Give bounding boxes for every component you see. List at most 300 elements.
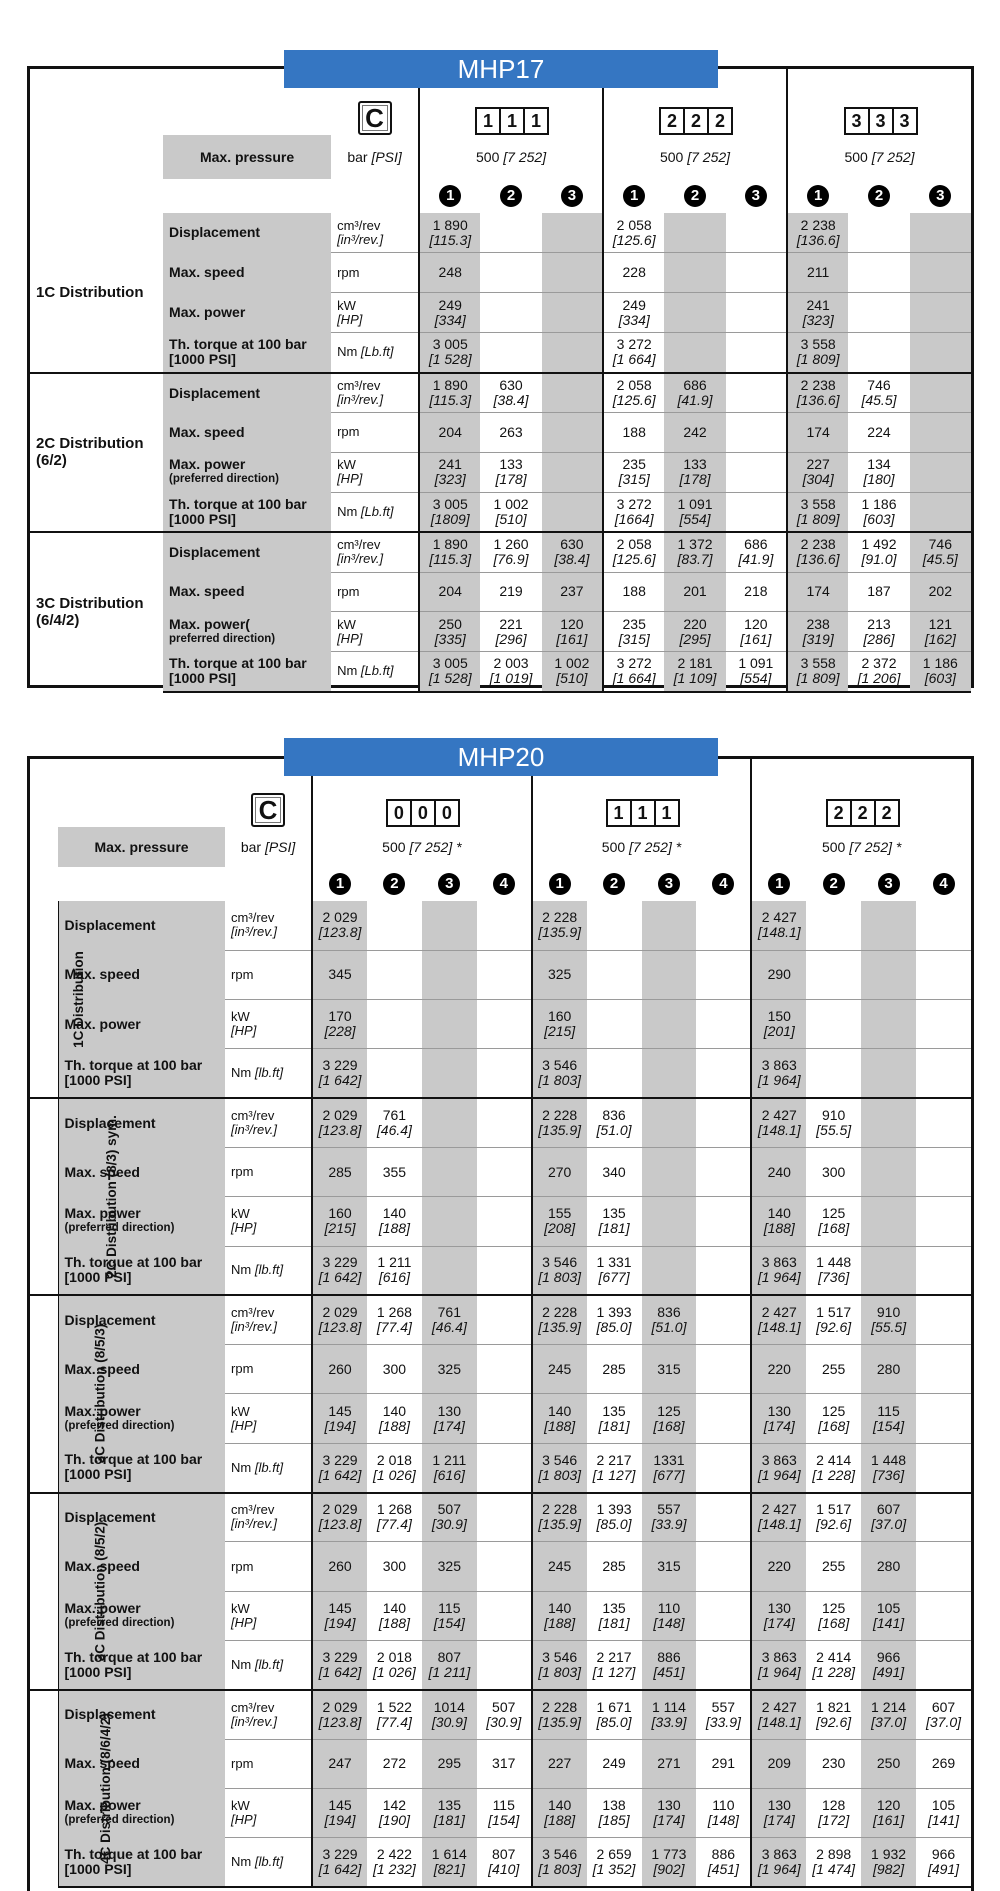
spec-value-cell bbox=[916, 1000, 971, 1049]
spec-value: 247 bbox=[328, 1755, 352, 1772]
spec-value: 230 bbox=[821, 1755, 846, 1772]
spec-label bbox=[58, 901, 225, 950]
spec-value-cell bbox=[422, 1591, 477, 1640]
model-code-digit: 2 bbox=[850, 799, 876, 827]
spec-value-cell bbox=[642, 1345, 697, 1394]
spec-value-cell bbox=[367, 1147, 422, 1196]
spec-row bbox=[30, 1295, 971, 1344]
spec-label-line2: (preferred direction) bbox=[169, 473, 279, 486]
spec-label bbox=[58, 1640, 225, 1689]
spec-value-cell bbox=[806, 1345, 861, 1394]
spec-value-imperial: [33.9] bbox=[651, 1713, 687, 1730]
spec-value-cell bbox=[806, 1493, 861, 1542]
spec-value: 1014 bbox=[433, 1698, 465, 1715]
spec-value-imperial: [148.1] bbox=[757, 1122, 801, 1139]
spec-value: 557 bbox=[657, 1501, 681, 1518]
spec-value-cell bbox=[542, 333, 603, 373]
spec-value-cell bbox=[910, 333, 971, 373]
spec-value-cell bbox=[751, 1788, 806, 1837]
spec-value-cell bbox=[806, 1542, 861, 1591]
spec-value-cell bbox=[532, 950, 587, 999]
unit-imperial: [Lb.ft] bbox=[360, 663, 394, 679]
spec-value-imperial: [161] bbox=[556, 630, 588, 647]
spec-value-cell bbox=[861, 1493, 916, 1542]
spec-unit bbox=[225, 1147, 312, 1196]
spec-value: 2 228 bbox=[542, 1698, 578, 1715]
spec-value: 300 bbox=[382, 1558, 407, 1574]
column-number-icon: 3 bbox=[929, 185, 951, 207]
spec-value-cell bbox=[480, 253, 541, 293]
spec-value-cell bbox=[787, 492, 848, 532]
unit-metric: Nm bbox=[231, 1656, 252, 1672]
spec-value: 886 bbox=[657, 1648, 681, 1665]
spec-value-imperial: [161] bbox=[740, 630, 772, 647]
spec-value-cell bbox=[642, 950, 697, 999]
spec-value-imperial: [123.8] bbox=[318, 1122, 362, 1139]
distribution-label-text bbox=[98, 1713, 113, 1864]
spec-label-line: Max. power bbox=[64, 1599, 141, 1616]
spec-value: 110 bbox=[657, 1599, 681, 1616]
model-code-digit: 1 bbox=[523, 107, 549, 135]
spec-value: 3 229 bbox=[322, 1451, 358, 1468]
spec-value-imperial: [168] bbox=[818, 1417, 850, 1434]
spec-value-cell bbox=[787, 612, 848, 652]
unit-metric: rpm bbox=[337, 264, 360, 280]
spec-value-imperial: [451] bbox=[653, 1663, 685, 1680]
column-number-cell bbox=[916, 867, 971, 901]
unit-imperial: [lb.ft] bbox=[254, 1459, 284, 1475]
spec-value: 1 890 bbox=[432, 536, 468, 553]
spec-value: 3 546 bbox=[542, 1846, 578, 1863]
column-number-cell bbox=[367, 867, 422, 901]
spec-value-cell bbox=[480, 652, 541, 692]
model-code-digit: 1 bbox=[654, 799, 680, 827]
spec-value-cell bbox=[587, 1394, 642, 1443]
spec-row bbox=[30, 1690, 971, 1739]
spec-value-imperial: [178] bbox=[679, 471, 711, 488]
spec-value: 910 bbox=[821, 1107, 846, 1124]
spec-value: 1 331 bbox=[596, 1254, 632, 1271]
spec-value-cell bbox=[861, 1197, 916, 1246]
spec-value-imperial: [136.6] bbox=[796, 231, 840, 248]
spec-value-cell bbox=[542, 452, 603, 492]
spec-label-line: Max. speed bbox=[169, 423, 245, 440]
spec-value: 130 bbox=[767, 1599, 791, 1616]
column-number-cell bbox=[532, 867, 587, 901]
unit-metric: Nm bbox=[231, 1065, 252, 1081]
spec-value-cell bbox=[419, 652, 480, 692]
spec-value-cell bbox=[848, 333, 909, 373]
spec-unit bbox=[225, 1493, 312, 1542]
spec-value-cell bbox=[422, 1394, 477, 1443]
spec-value-cell bbox=[806, 1246, 861, 1295]
spec-label-line: Th. torque at 100 bar bbox=[64, 1057, 203, 1074]
distribution-label-text bbox=[92, 1324, 107, 1464]
spec-value-cell bbox=[787, 373, 848, 413]
spec-value-cell bbox=[787, 532, 848, 572]
spec-value-cell bbox=[532, 1394, 587, 1443]
spec-value-cell bbox=[532, 1788, 587, 1837]
spec-value-cell bbox=[696, 901, 751, 950]
spec-value-cell bbox=[587, 901, 642, 950]
spec-value: 746 bbox=[867, 376, 891, 393]
spec-value-cell bbox=[542, 492, 603, 532]
spec-unit bbox=[225, 950, 312, 999]
max-pressure-value bbox=[419, 135, 603, 179]
spec-label bbox=[163, 213, 331, 253]
spec-value: 248 bbox=[438, 264, 462, 281]
spec-value-cell bbox=[422, 1295, 477, 1344]
spec-label-line: Max. power bbox=[169, 456, 246, 473]
spec-value-cell bbox=[532, 901, 587, 950]
spec-value-cell bbox=[312, 1739, 367, 1788]
max-pressure-value bbox=[751, 827, 971, 867]
spec-value: 2 029 bbox=[322, 909, 358, 926]
unit-metric: cm³/rev bbox=[337, 377, 381, 393]
spec-value-cell bbox=[664, 652, 725, 692]
column-number-icon: 3 bbox=[745, 185, 767, 207]
spec-value-cell bbox=[603, 452, 664, 492]
header-blank bbox=[30, 867, 312, 901]
spec-value: 630 bbox=[560, 536, 584, 553]
spec-label-line2: [1000 PSI] bbox=[169, 351, 236, 368]
distribution-label-text bbox=[104, 1115, 119, 1278]
spec-value: 134 bbox=[867, 456, 891, 473]
spec-value: 209 bbox=[767, 1755, 791, 1772]
spec-value: 3 546 bbox=[542, 1648, 578, 1665]
model-code-digit: 2 bbox=[707, 107, 733, 135]
unit-metric: cm³/rev bbox=[231, 1502, 275, 1518]
spec-value-cell bbox=[367, 901, 422, 950]
spec-value-imperial: [194] bbox=[324, 1417, 356, 1434]
spec-value-imperial: [1 642] bbox=[318, 1466, 362, 1483]
column-number-cell bbox=[642, 867, 697, 901]
spec-label-line: Max. speed bbox=[64, 966, 140, 983]
spec-value-cell bbox=[642, 1197, 697, 1246]
spec-value-cell bbox=[367, 1295, 422, 1344]
spec-value: 2 018 bbox=[376, 1451, 412, 1468]
spec-value-imperial: [194] bbox=[324, 1811, 356, 1828]
spec-row bbox=[30, 1394, 971, 1443]
spec-value: 686 bbox=[744, 536, 768, 553]
spec-value-imperial: [1 664] bbox=[612, 670, 656, 687]
spec-value: 1 186 bbox=[861, 495, 897, 512]
spec-value-cell bbox=[751, 1591, 806, 1640]
spec-value-cell bbox=[726, 293, 787, 333]
spec-value: 280 bbox=[876, 1360, 901, 1377]
spec-value-cell bbox=[910, 213, 971, 253]
column-number-cell bbox=[664, 179, 725, 213]
spec-row bbox=[30, 950, 971, 999]
spec-value: 224 bbox=[867, 423, 891, 440]
unit-imperial: [in³/rev.] bbox=[337, 551, 384, 567]
spec-value-imperial: [1 474] bbox=[812, 1861, 856, 1878]
column-number-icon: 4 bbox=[712, 873, 734, 895]
spec-value-cell bbox=[422, 1000, 477, 1049]
spec-value-imperial: [410] bbox=[488, 1861, 520, 1878]
spec-value: 255 bbox=[821, 1558, 846, 1574]
unit-imperial: [HP] bbox=[231, 1220, 257, 1236]
model-code-digit: 3 bbox=[844, 107, 870, 135]
spec-value-imperial: [491] bbox=[927, 1861, 960, 1878]
spec-value: 1 002 bbox=[493, 495, 529, 512]
spec-value-cell bbox=[367, 1000, 422, 1049]
spec-value: 2 659 bbox=[596, 1846, 632, 1863]
spec-value: 325 bbox=[547, 966, 572, 983]
spec-value-cell bbox=[532, 1838, 587, 1887]
spec-value-cell bbox=[848, 412, 909, 452]
spec-value-cell bbox=[312, 901, 367, 950]
spec-value-cell bbox=[542, 373, 603, 413]
spec-label bbox=[163, 572, 331, 612]
column-number-cell bbox=[477, 867, 532, 901]
column-number-icon: 3 bbox=[561, 185, 583, 207]
spec-value-cell bbox=[916, 1345, 971, 1394]
spec-value: 3 863 bbox=[761, 1648, 797, 1665]
spec-value-cell bbox=[532, 1246, 587, 1295]
spec-value-imperial: [45.5] bbox=[861, 391, 897, 408]
spec-value-cell bbox=[367, 1246, 422, 1295]
spec-value-cell bbox=[542, 612, 603, 652]
spec-value-imperial: [77.4] bbox=[376, 1713, 412, 1730]
spec-value: 188 bbox=[622, 583, 646, 600]
spec-value-cell bbox=[910, 412, 971, 452]
spec-value-cell bbox=[806, 1147, 861, 1196]
pressure-bar: 500 bbox=[659, 148, 684, 165]
spec-value-cell bbox=[542, 253, 603, 293]
spec-row bbox=[30, 1739, 971, 1788]
spec-value: 836 bbox=[602, 1107, 626, 1124]
spec-value-imperial: [188] bbox=[544, 1811, 576, 1828]
spec-value-cell bbox=[726, 452, 787, 492]
spec-row bbox=[30, 293, 971, 333]
spec-value-imperial: [37.0] bbox=[926, 1713, 962, 1730]
model-code-digit: 0 bbox=[386, 799, 412, 827]
spec-value-cell bbox=[642, 1493, 697, 1542]
spec-label-line2: (preferred direction) bbox=[64, 1616, 175, 1629]
spec-label bbox=[163, 253, 331, 293]
spec-value-imperial: [491] bbox=[873, 1663, 905, 1680]
unit-imperial: [in³/rev.] bbox=[231, 924, 278, 940]
spec-value: 285 bbox=[328, 1163, 352, 1180]
spec-value: 507 bbox=[437, 1501, 461, 1518]
spec-unit bbox=[331, 532, 419, 572]
spec-row bbox=[30, 1591, 971, 1640]
model-code-digit: 1 bbox=[475, 107, 501, 135]
mhp20-spec-table bbox=[27, 756, 974, 1891]
spec-value-cell bbox=[910, 492, 971, 532]
spec-value: 140 bbox=[382, 1205, 407, 1222]
spec-value-cell bbox=[477, 1000, 532, 1049]
spec-value: 142 bbox=[382, 1796, 407, 1813]
spec-value-imperial: [178] bbox=[495, 471, 527, 488]
spec-row bbox=[30, 373, 971, 413]
spec-value-cell bbox=[422, 1788, 477, 1837]
spec-value-cell bbox=[422, 1690, 477, 1739]
spec-label bbox=[163, 293, 331, 333]
spec-value: 315 bbox=[657, 1360, 681, 1377]
spec-value-cell bbox=[916, 1197, 971, 1246]
spec-value-imperial: [616] bbox=[378, 1269, 410, 1286]
spec-row bbox=[30, 532, 971, 572]
unit-metric: kW bbox=[231, 1009, 250, 1025]
spec-value-cell bbox=[806, 1690, 861, 1739]
spec-value: 325 bbox=[437, 1360, 461, 1377]
spec-value-cell bbox=[477, 950, 532, 999]
spec-unit bbox=[225, 1394, 312, 1443]
spec-value-cell bbox=[696, 1394, 751, 1443]
spec-value: 300 bbox=[382, 1360, 407, 1377]
pressure-psi: [7 252] bbox=[871, 148, 915, 165]
spec-value: 2 058 bbox=[616, 376, 652, 393]
pressure-unit bbox=[331, 135, 419, 179]
spec-value-cell bbox=[696, 1345, 751, 1394]
spec-value-imperial: [46.4] bbox=[376, 1122, 412, 1139]
spec-value-cell bbox=[422, 1345, 477, 1394]
spec-value: 1 932 bbox=[871, 1846, 907, 1863]
spec-value-imperial: [603] bbox=[863, 510, 895, 527]
spec-value-imperial: [135.9] bbox=[538, 924, 582, 941]
spec-value-cell bbox=[642, 1295, 697, 1344]
spec-value-imperial: [51.0] bbox=[596, 1122, 632, 1139]
spec-value-cell bbox=[542, 532, 603, 572]
spec-value-imperial: [161] bbox=[873, 1811, 905, 1828]
spec-value: 2 898 bbox=[816, 1846, 852, 1863]
spec-value: 120 bbox=[744, 615, 768, 632]
spec-value-cell bbox=[532, 1000, 587, 1049]
spec-value-imperial: [33.9] bbox=[651, 1516, 687, 1533]
spec-value-imperial: [188] bbox=[544, 1614, 576, 1631]
spec-value-cell bbox=[664, 452, 725, 492]
spec-value: 2 228 bbox=[542, 1107, 578, 1124]
spec-value: 966 bbox=[931, 1846, 956, 1863]
spec-value: 1 211 bbox=[377, 1254, 412, 1271]
spec-value-imperial: [172] bbox=[818, 1811, 850, 1828]
pressure-bar: 500 bbox=[601, 838, 626, 855]
unit-metric: Nm bbox=[337, 503, 358, 519]
unit-imperial: [HP] bbox=[231, 1417, 257, 1433]
spec-value-cell bbox=[367, 1049, 422, 1098]
spec-value: 2 228 bbox=[542, 1304, 578, 1321]
column-number-cell bbox=[603, 179, 664, 213]
spec-unit bbox=[225, 1739, 312, 1788]
model-code bbox=[659, 107, 731, 135]
spec-label bbox=[58, 1345, 225, 1394]
spec-value-imperial: [677] bbox=[653, 1466, 685, 1483]
spec-value-cell bbox=[861, 1295, 916, 1344]
spec-value-imperial: [174] bbox=[433, 1417, 465, 1434]
spec-value-cell bbox=[696, 1838, 751, 1887]
spec-value-cell bbox=[787, 452, 848, 492]
spec-value-cell bbox=[422, 1147, 477, 1196]
spec-value-imperial: [228] bbox=[324, 1023, 356, 1040]
spec-value-imperial: [77.4] bbox=[376, 1516, 412, 1533]
spec-value-cell bbox=[422, 1098, 477, 1147]
spec-value-cell bbox=[916, 1246, 971, 1295]
spec-value-cell bbox=[664, 293, 725, 333]
spec-value-imperial: [174] bbox=[763, 1417, 795, 1434]
spec-value-cell bbox=[419, 213, 480, 253]
spec-value-cell bbox=[603, 253, 664, 293]
spec-value-cell bbox=[916, 1147, 971, 1196]
model-code bbox=[844, 107, 916, 135]
spec-value: 3 558 bbox=[800, 495, 836, 512]
spec-value: 2 427 bbox=[761, 909, 797, 926]
spec-value-cell bbox=[587, 950, 642, 999]
spec-value-cell bbox=[916, 1394, 971, 1443]
spec-value-cell bbox=[367, 1098, 422, 1147]
spec-value-imperial: [1 809] bbox=[796, 510, 840, 527]
spec-value: 761 bbox=[382, 1107, 407, 1124]
spec-value-cell bbox=[910, 572, 971, 612]
spec-value: 1 671 bbox=[596, 1698, 632, 1715]
spec-value-imperial: [736] bbox=[873, 1466, 905, 1483]
spec-value-cell bbox=[367, 1542, 422, 1591]
spec-value-imperial: [1 964] bbox=[757, 1072, 801, 1089]
spec-value-imperial: [215] bbox=[324, 1220, 356, 1237]
spec-value-cell bbox=[696, 1690, 751, 1739]
spec-value: 238 bbox=[806, 615, 830, 632]
spec-value-cell bbox=[312, 1493, 367, 1542]
unit-metric: rpm bbox=[231, 1755, 254, 1771]
spec-value-cell bbox=[916, 1739, 971, 1788]
spec-value-cell bbox=[787, 293, 848, 333]
spec-value-cell bbox=[664, 373, 725, 413]
spec-value: 3 546 bbox=[542, 1254, 578, 1271]
max-pressure-label: Max. pressure bbox=[163, 135, 331, 179]
spec-value-cell bbox=[312, 1443, 367, 1492]
spec-value-imperial: [1 642] bbox=[318, 1663, 362, 1680]
spec-value: 3 005 bbox=[432, 336, 468, 353]
spec-value-imperial: [46.4] bbox=[431, 1319, 467, 1336]
spec-value-cell bbox=[532, 1640, 587, 1689]
unit-imperial: [lb.ft] bbox=[254, 1656, 284, 1672]
spec-value: 280 bbox=[876, 1558, 901, 1574]
pressure-bar: 500 bbox=[382, 838, 406, 855]
column-number-cell bbox=[751, 867, 806, 901]
spec-value-cell bbox=[751, 1147, 806, 1196]
spec-value-imperial: [1 803] bbox=[538, 1466, 582, 1483]
spec-value-cell bbox=[477, 1345, 532, 1394]
spec-value-cell bbox=[861, 1098, 916, 1147]
spec-value-cell bbox=[726, 412, 787, 452]
distribution-label-text bbox=[71, 951, 86, 1048]
spec-value-cell bbox=[848, 253, 909, 293]
pressure-psi: [7 252] * bbox=[849, 838, 902, 855]
spec-value-imperial: [1 206] bbox=[857, 670, 901, 687]
spec-value: 1 114 bbox=[651, 1698, 686, 1715]
spec-value-cell bbox=[726, 333, 787, 373]
spec-value-cell bbox=[542, 412, 603, 452]
spec-value-cell bbox=[587, 1295, 642, 1344]
model-code bbox=[606, 799, 678, 827]
spec-value-imperial: [154] bbox=[433, 1614, 465, 1631]
spec-value: 155 bbox=[547, 1205, 572, 1222]
spec-value-cell bbox=[751, 1246, 806, 1295]
unit-imperial: [lb.ft] bbox=[254, 1262, 284, 1278]
column-number-cell bbox=[422, 867, 477, 901]
spec-value-cell bbox=[603, 492, 664, 532]
unit-imperial: [in³/rev.] bbox=[231, 1516, 278, 1532]
spec-value-cell bbox=[367, 1345, 422, 1394]
spec-value-imperial: [1 352] bbox=[592, 1861, 636, 1878]
pressure-psi: [7 252] bbox=[687, 148, 731, 165]
spec-value: 125 bbox=[657, 1402, 681, 1419]
spec-value: 221 bbox=[499, 615, 523, 632]
unit-metric: cm³/rev bbox=[231, 1108, 275, 1124]
spec-value-cell bbox=[806, 1838, 861, 1887]
spec-value-cell bbox=[861, 1049, 916, 1098]
